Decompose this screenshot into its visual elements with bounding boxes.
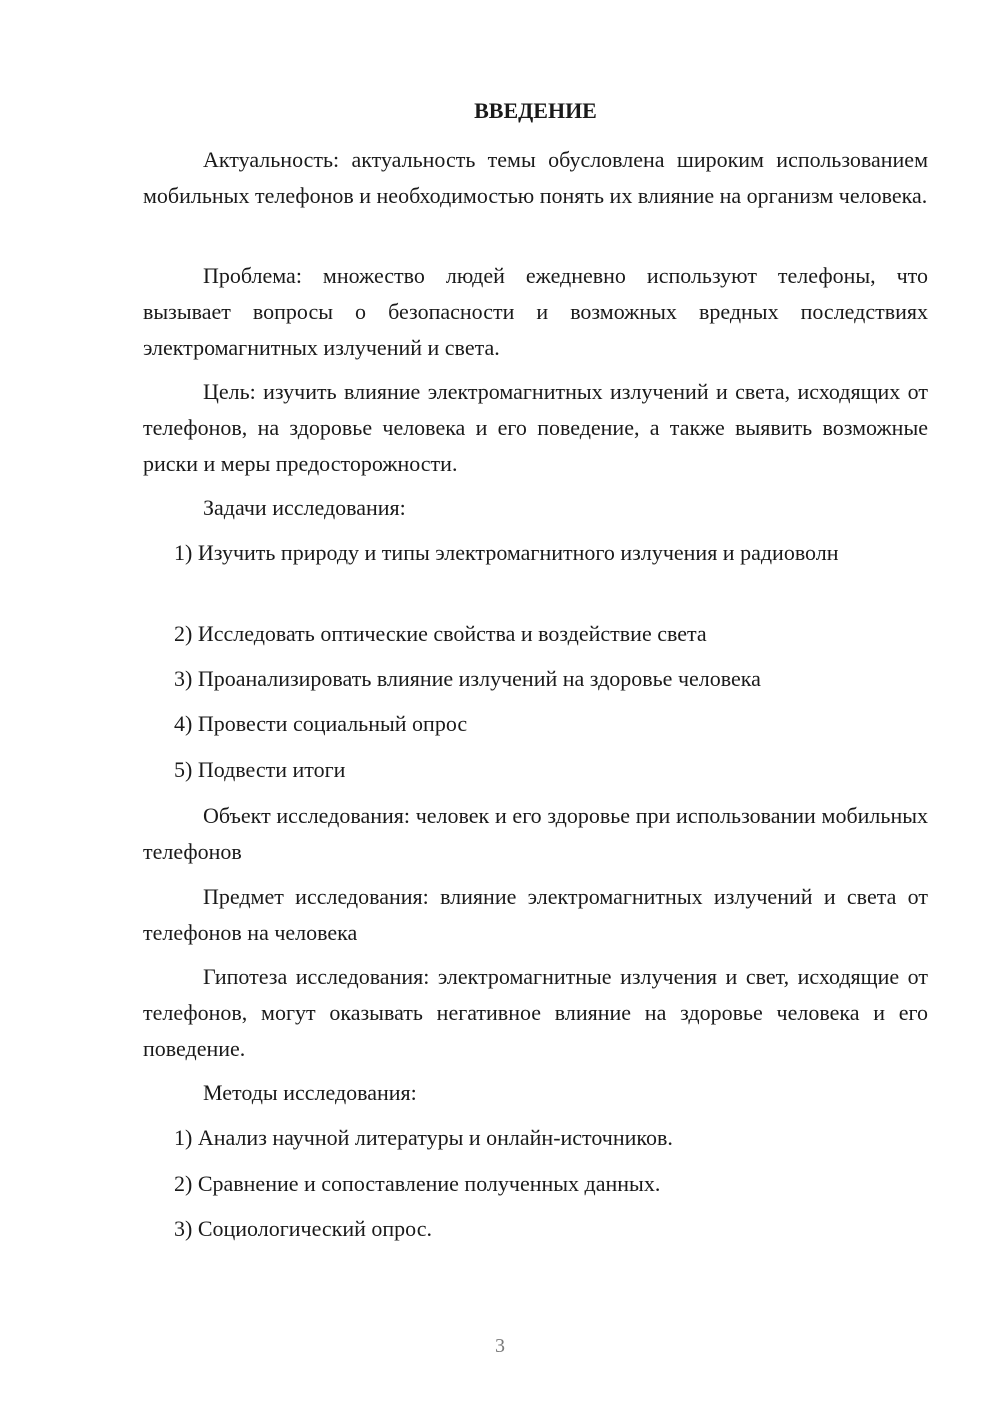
problem-paragraph: Проблема: множество людей ежедневно используют телефоны, что вызывает вопросы о безопасности и возможных вредных последствиях электромагнитных излучений и света. [143, 263, 928, 360]
methods-title: Методы исследования: [203, 1080, 417, 1105]
subject-paragraph: Предмет исследования: влияние электромагнитных излучений и света от телефонов на человека [143, 884, 928, 945]
relevance-paragraph: Актуальность: актуальность темы обусловлена широким использованием мобильных телефонов и необходимостью понять их влияние на организм человека. [143, 147, 928, 208]
object-paragraph: Объект исследования: человек и его здоровье при использовании мобильных телефонов [143, 803, 928, 864]
task-item-4: 4) Провести социальный опрос [174, 711, 468, 736]
method-item-1: 1) Анализ научной литературы и онлайн-источников. [174, 1125, 673, 1150]
tasks-title: Задачи исследования: [203, 495, 406, 520]
page-number: 3 [495, 1335, 505, 1357]
goal-paragraph: Цель: изучить влияние электромагнитных излучений и света, исходящих от телефонов, на здоровье человека и его поведение, а также выявить возможные риски и меры предосторожности. [143, 379, 928, 476]
section-heading: ВВЕДЕНИЕ [474, 98, 597, 123]
task-item-3: 3) Проанализировать влияние излучений на здоровье человека [174, 666, 761, 691]
task-item-2: 2) Исследовать оптические свойства и воздействие света [174, 621, 707, 646]
method-item-2: 2) Сравнение и сопоставление полученных данных. [174, 1171, 661, 1196]
task-item-1: 1) Изучить природу и типы электромагнитного излучения и радиоволн [174, 540, 839, 565]
task-item-5: 5) Подвести итоги [174, 757, 346, 782]
hypothesis-paragraph: Гипотеза исследования: электромагнитные излучения и свет, исходящие от телефонов, могут оказывать негативное влияние на здоровье человека и его поведение. [143, 964, 928, 1061]
method-item-3: 3) Социологический опрос. [174, 1216, 432, 1241]
